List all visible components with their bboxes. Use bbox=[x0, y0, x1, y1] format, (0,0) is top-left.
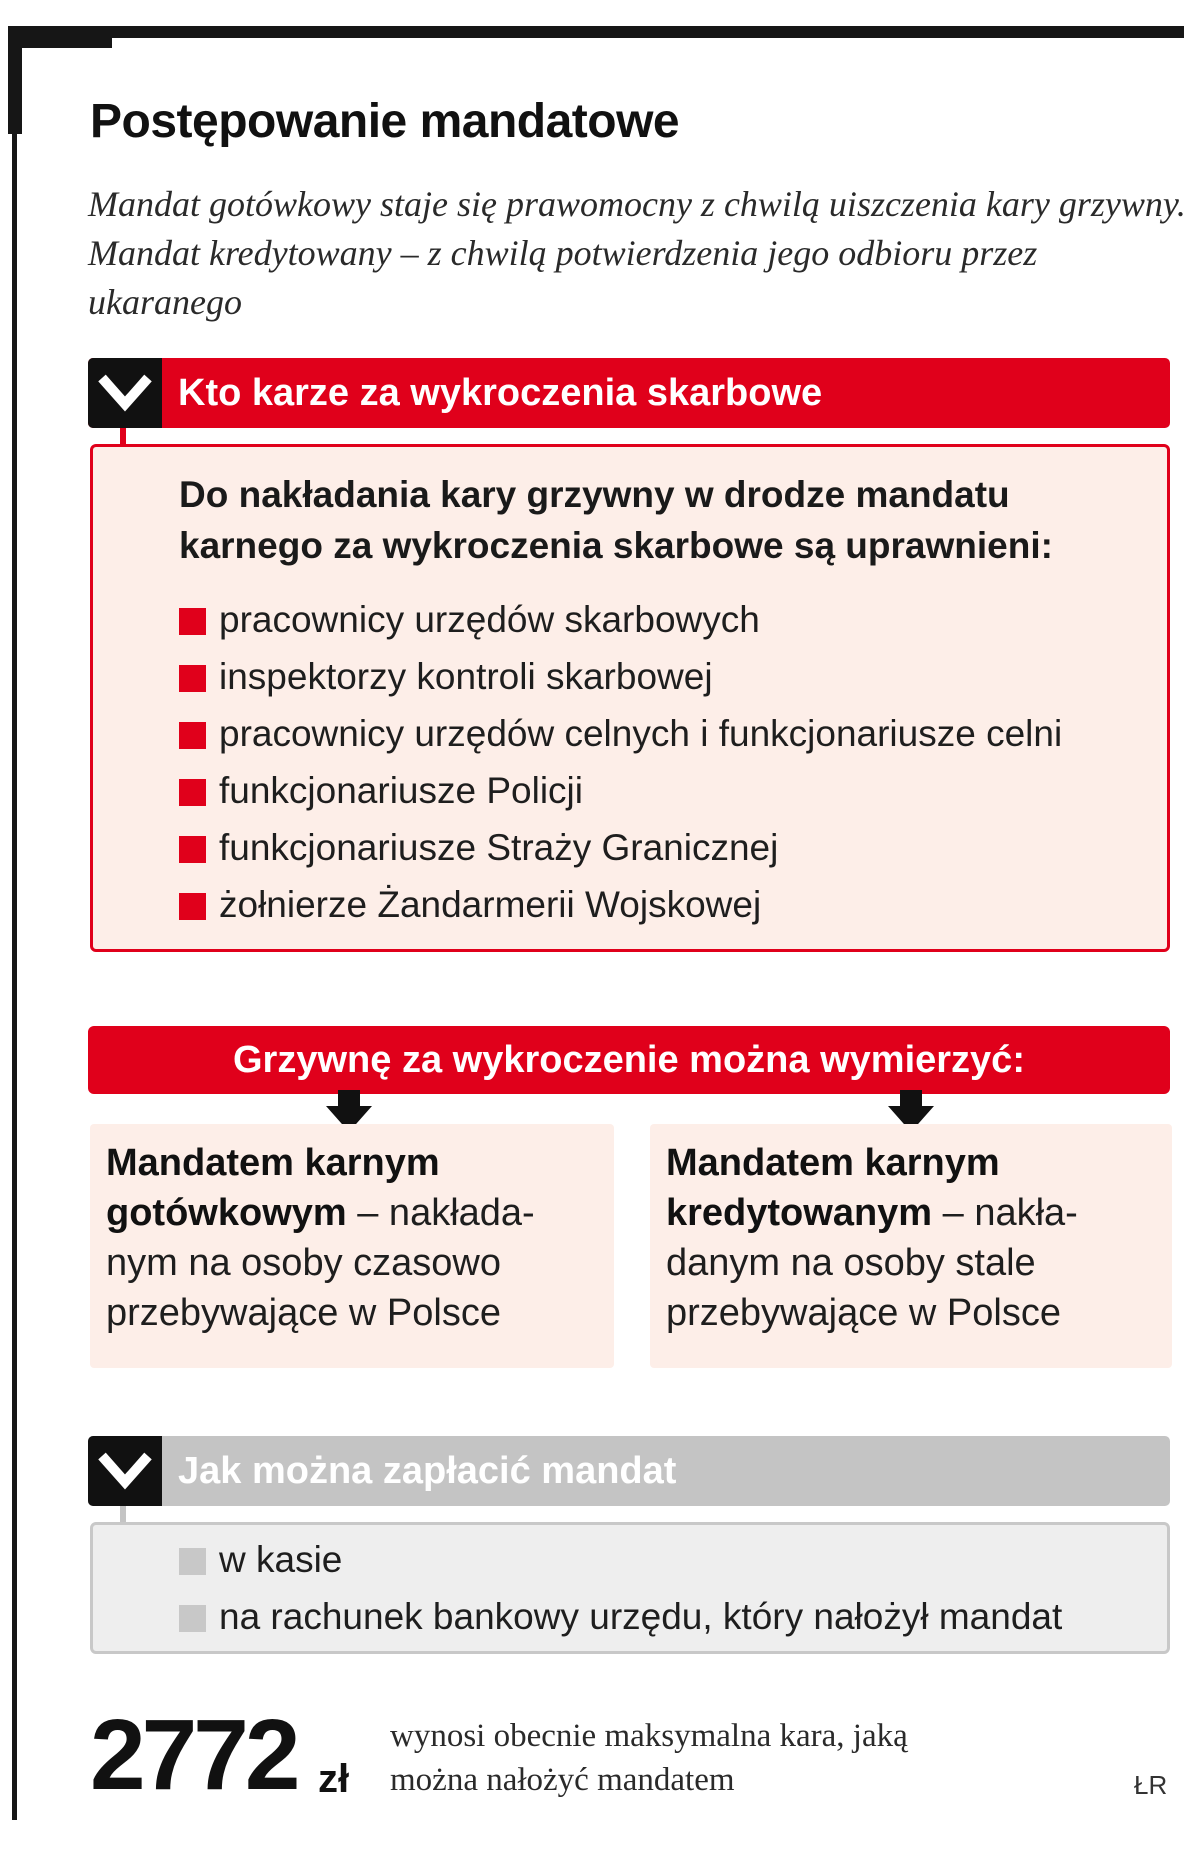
credit-ticket-desc: – nakła- bbox=[932, 1192, 1078, 1234]
cash-ticket-desc: – nakłada- bbox=[346, 1192, 535, 1234]
cash-ticket-desc: nym na osoby czasowo bbox=[106, 1242, 501, 1284]
intro-text: Mandat gotówkowy staje się prawomocny z chwilą uiszczenia kary grzywny. Mandat kredytowany – z chwilą potwierdzenia jego odbioru przez ukaranego bbox=[88, 184, 1186, 322]
list-item-label: w kasie bbox=[219, 1539, 343, 1580]
bullet-square-icon bbox=[179, 608, 206, 635]
cash-ticket-line bbox=[106, 1188, 598, 1238]
list-item-label: pracownicy urzędów skarbowych bbox=[219, 599, 760, 640]
lead-line: karnego za wykroczenia skarbowe są uprawnieni: bbox=[179, 525, 1053, 566]
chevron-down-icon bbox=[88, 1436, 162, 1506]
section-header-how-to-pay bbox=[88, 1436, 1170, 1506]
page-title: Postępowanie mandatowe bbox=[90, 95, 680, 148]
list-item-label: na rachunek bankowy urzędu, który nałożył mandat bbox=[219, 1596, 1063, 1637]
bullet-square-icon bbox=[179, 779, 206, 806]
authorized-lead bbox=[179, 469, 1053, 571]
list-item-label: pracownicy urzędów celnych i funkcjonariusze celni bbox=[219, 713, 1063, 754]
lead-line: Do nakładania kary grzywny w drodze mandatu bbox=[179, 474, 1010, 515]
max-fine-unit: zł bbox=[318, 1757, 350, 1801]
list-item bbox=[179, 819, 1062, 876]
credit-ticket-desc: przebywające w Polsce bbox=[666, 1292, 1061, 1334]
bullet-square-icon bbox=[179, 1548, 206, 1575]
author-credit: ŁR bbox=[1134, 1770, 1168, 1800]
credit-ticket-line bbox=[666, 1188, 1156, 1238]
list-item bbox=[179, 1531, 1062, 1588]
frame-top-rule bbox=[8, 26, 1184, 38]
caption-line: można nałożyć mandatem bbox=[390, 1762, 735, 1798]
list-item bbox=[179, 1588, 1062, 1645]
max-fine-caption bbox=[390, 1714, 1010, 1802]
list-item bbox=[179, 876, 1062, 933]
frame-left-post bbox=[8, 26, 22, 134]
bullet-square-icon bbox=[179, 1605, 206, 1632]
payment-list bbox=[179, 1531, 1062, 1645]
authorized-box bbox=[90, 444, 1170, 952]
authorized-list bbox=[179, 591, 1062, 933]
payment-box bbox=[90, 1522, 1170, 1654]
credit-ticket-title: Mandatem karnym bbox=[666, 1142, 1000, 1184]
list-item bbox=[179, 648, 1062, 705]
list-item-label: żołnierze Żandarmerii Wojskowej bbox=[219, 884, 762, 925]
section-header-who-fines bbox=[88, 358, 1170, 428]
bullet-square-icon bbox=[179, 836, 206, 863]
frame-left-rule bbox=[12, 120, 17, 1820]
list-item bbox=[179, 762, 1062, 819]
list-item-label: funkcjonariusze Policji bbox=[219, 770, 584, 811]
cash-ticket-box bbox=[90, 1124, 614, 1368]
section-heading: Jak można zapłacić mandat bbox=[178, 1450, 677, 1492]
cash-ticket-line bbox=[106, 1138, 598, 1188]
bullet-square-icon bbox=[179, 665, 206, 692]
cash-ticket-title: Mandatem karnym bbox=[106, 1142, 440, 1184]
cash-ticket-type: gotówkowym bbox=[106, 1192, 347, 1234]
credit-ticket-type: kredytowanym bbox=[666, 1192, 933, 1234]
cash-ticket-desc: przebywające w Polsce bbox=[106, 1292, 501, 1334]
list-item bbox=[179, 705, 1062, 762]
fines-heading: Grzywnę za wykroczenie można wymierzyć: bbox=[88, 1026, 1170, 1094]
max-fine-number: 2772 bbox=[90, 1699, 297, 1811]
list-item-label: funkcjonariusze Straży Granicznej bbox=[219, 827, 779, 868]
bullet-square-icon bbox=[179, 722, 206, 749]
credit-ticket-line bbox=[666, 1138, 1156, 1188]
list-item bbox=[179, 591, 1062, 648]
frame-corner bbox=[8, 26, 112, 48]
chevron-down-icon bbox=[88, 358, 162, 428]
credit-ticket-box bbox=[650, 1124, 1172, 1368]
caption-line: wynosi obecnie maksymalna kara, jaką bbox=[390, 1718, 908, 1754]
list-item-label: inspektorzy kontroli skarbowej bbox=[219, 656, 713, 697]
section-heading: Kto karze za wykroczenia skarbowe bbox=[178, 372, 823, 414]
credit-ticket-desc: danym na osoby stale bbox=[666, 1242, 1036, 1284]
bullet-square-icon bbox=[179, 893, 206, 920]
